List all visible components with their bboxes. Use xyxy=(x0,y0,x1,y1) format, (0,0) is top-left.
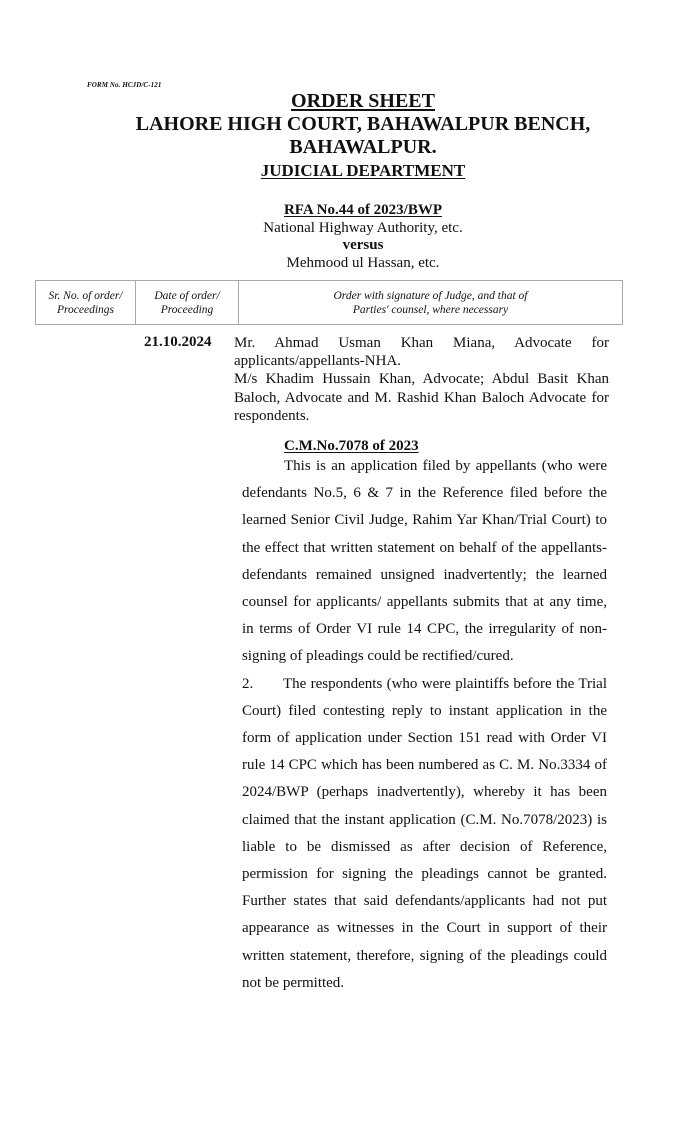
column-header-order: Order with signature of Judge, and that of Parties' counsel, where necessary xyxy=(239,281,623,325)
order-sheet-column-headers xyxy=(35,280,623,325)
court-name-line1: LAHORE HIGH COURT, BAHAWALPUR BENCH, xyxy=(135,113,591,135)
form-number: FORM No. HCJD/C-121 xyxy=(87,81,162,89)
court-name-line2: BAHAWALPUR. xyxy=(289,136,437,158)
column-header-row xyxy=(36,281,623,325)
paragraph-1: This is an application filed by appellants (who were defendants No.5, 6 & 7 in the Reference filed before the learned Senior Civil Judge, Rahim Yar Khan/Trial Court) to the effect that written statement on behalf of the appellants-defendants remained unsigned inadvertently; the learned counsel for applicants/ appellants submits that at any time, in terms of Order VI rule 14 CPC, the irregularity of non-signing of pleadings could be rectified/cured. xyxy=(242,458,607,665)
order-body xyxy=(242,453,607,997)
appearance-applicants: Mr. Ahmad Usman Khan Miana, Advocate for applicants/appellants-NHA. xyxy=(234,335,609,370)
order-date: 21.10.2024 xyxy=(144,334,212,350)
paragraph-2 xyxy=(242,671,607,997)
appearance-respondents: M/s Khadim Hussain Khan, Advocate; Abdul Basit Khan Baloch, Advocate and M. Rashid Khan Baloch Advocate for respondents. xyxy=(234,371,609,424)
respondent-name: Mehmood ul Hassan, etc. xyxy=(286,254,440,271)
document-header xyxy=(100,90,626,182)
column-header-date: Date of order/ Proceeding xyxy=(136,281,239,325)
cm-heading: C.M.No.7078 of 2023 xyxy=(284,438,419,454)
counsel-appearance xyxy=(234,334,609,425)
appellant-name: National Highway Authority, etc. xyxy=(263,219,463,236)
department-name: JUDICIAL DEPARTMENT xyxy=(260,161,466,180)
versus-label: versus xyxy=(342,237,384,253)
case-number: RFA No.44 of 2023/BWP xyxy=(283,202,443,218)
column-header-serial-no: Sr. No. of order/ Proceedings xyxy=(36,281,136,325)
paragraph-2-number: 2. xyxy=(242,675,254,692)
paragraph-2-text: The respondents (who were plaintiffs before the Trial Court) filed contesting reply to instant application in the form of application under Section 151 read with Order VI rule 14 CPC which has been numbered as C. M. No.3334 of 2024/BWP (perhaps inadvertently), whereby it has been claimed that the instant application (C.M. No.7078/2023) is liable to be dismissed as after decision of Reference, permission for signing the pleadings cannot be granted. Further states that said defendants/applicants had not put appearance as witnesses in the Court in support of their written statement, therefore, signing of the pleadings could not be permitted. xyxy=(242,675,607,991)
document-title: ORDER SHEET xyxy=(291,90,435,112)
case-details xyxy=(200,202,526,272)
